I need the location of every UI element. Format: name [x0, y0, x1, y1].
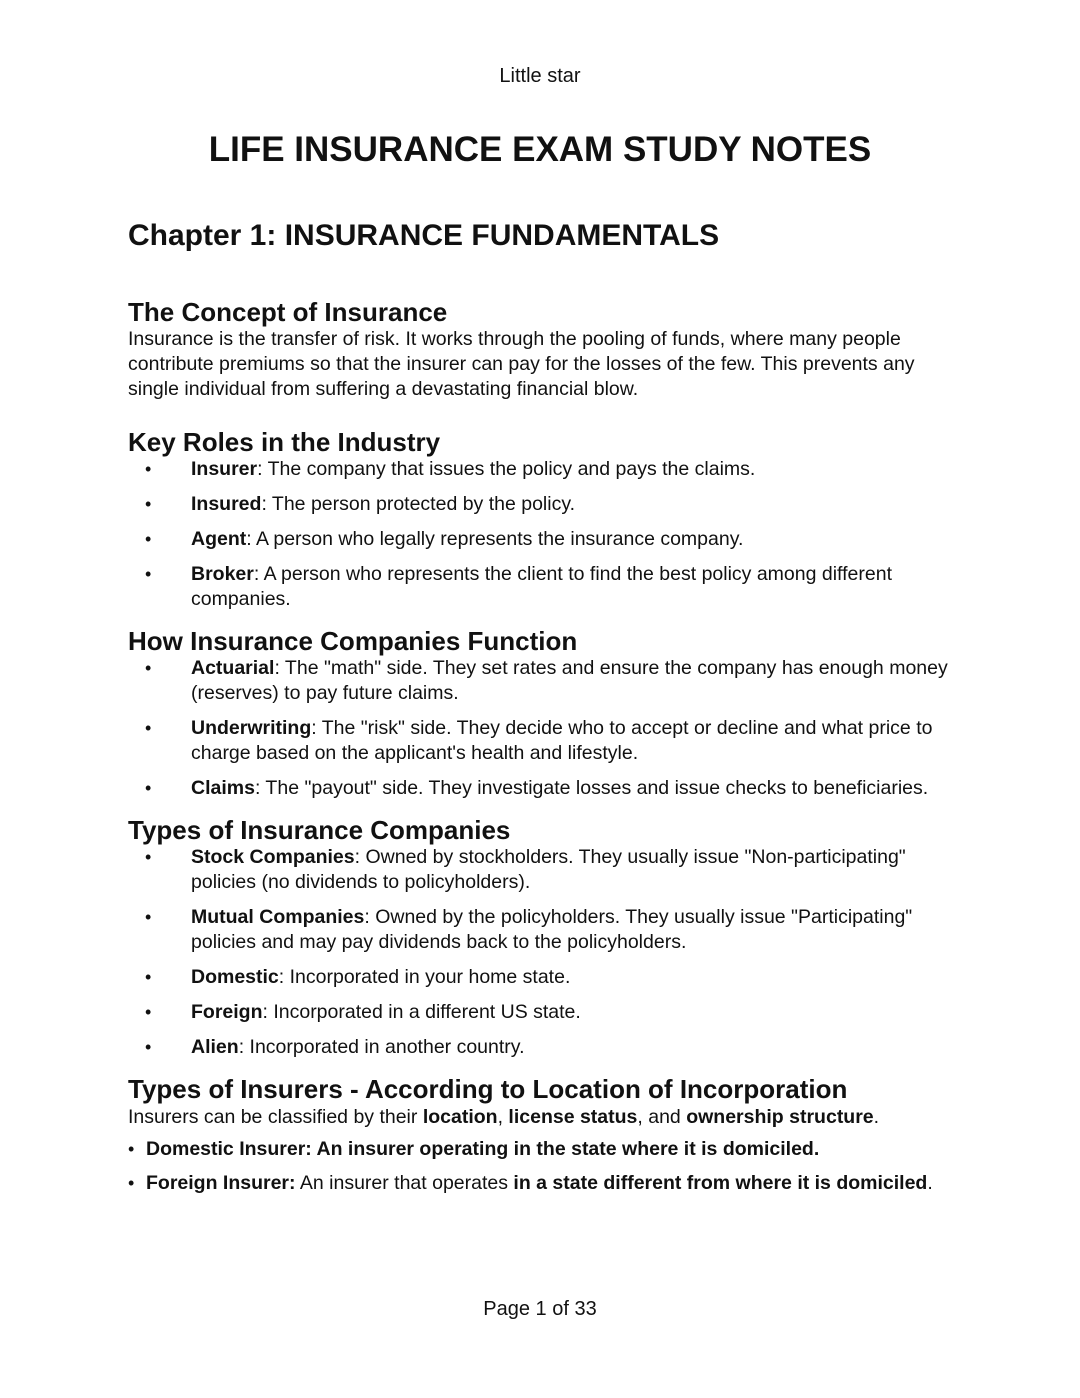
list-item — [128, 1035, 968, 1060]
bullet-icon: • — [128, 1139, 135, 1159]
chapter-heading: Chapter 1: INSURANCE FUNDAMENTALS — [128, 219, 720, 252]
list-item — [128, 905, 968, 955]
term: Domestic — [191, 966, 279, 988]
list-item — [128, 1132, 968, 1166]
document-title: LIFE INSURANCE EXAM STUDY NOTES — [208, 130, 872, 169]
definition: : Owned by the policyholders. They usually issue "Participating" policies and may pay dividends back to the policyholders. — [191, 906, 913, 953]
bullet-icon: • — [145, 494, 152, 514]
definition: : The "math" side. They set rates and ensure the company has enough money (reserves) to pay future claims. — [191, 657, 948, 704]
definition: : Incorporated in your home state. — [278, 966, 571, 988]
definition: : Incorporated in another country. — [238, 1036, 525, 1058]
text-run: Insurers can be classified by their — [128, 1106, 423, 1128]
section-location — [128, 1074, 968, 1200]
term: Alien — [191, 1036, 239, 1058]
bullet-list — [128, 845, 968, 1060]
bold-run: in a state different from where it is domiciled — [513, 1172, 928, 1194]
term: Foreign — [191, 1001, 263, 1023]
list-item — [128, 716, 968, 766]
definition: : The "risk" side. They decide who to accept or decline and what price to charge based on the applicant's health and lifestyle. — [191, 717, 933, 764]
bullet-icon: • — [128, 1173, 135, 1193]
list-item — [128, 656, 968, 706]
section-heading: Types of Insurance Companies — [128, 815, 511, 845]
bullet-list — [128, 1132, 968, 1200]
list-item — [128, 1000, 968, 1025]
section-paragraph: Insurance is the transfer of risk. It works through the pooling of funds, where many people contribute premiums so that the insurer can pay for the losses of the few. This prevents any single individual from suffering a devastating financial blow. — [128, 328, 915, 400]
section-paragraph — [128, 1104, 968, 1130]
bold-run: ownership structure — [686, 1106, 874, 1128]
text-run: , — [497, 1106, 509, 1128]
bullet-icon: • — [145, 967, 152, 987]
term: Mutual Companies — [191, 906, 365, 928]
definition: : Owned by stockholders. They usually issue "Non-participating" policies (no dividends to policyholders). — [191, 846, 906, 893]
term: Broker — [191, 563, 254, 585]
list-item — [128, 1166, 968, 1200]
page-number: Page 1 of 33 — [483, 1298, 597, 1320]
bold-run: location — [422, 1106, 498, 1128]
text-run: An insurer that operates — [295, 1172, 514, 1194]
term: Claims — [191, 777, 255, 799]
section-heading: Types of Insurers - According to Location of Incorporation — [128, 1074, 848, 1104]
text-run: . — [873, 1106, 880, 1128]
term: Agent — [191, 528, 247, 550]
section-types — [128, 815, 968, 1060]
text-run: , and — [637, 1106, 687, 1128]
bullet-icon: • — [145, 718, 152, 738]
definition: : The person protected by the policy. — [261, 493, 576, 515]
page-header: Little star — [499, 65, 581, 87]
section-heading: Key Roles in the Industry — [128, 427, 441, 457]
bullet-icon: • — [145, 907, 152, 927]
list-item — [128, 457, 968, 482]
document-body — [128, 216, 968, 1200]
definition: : A person who represents the client to find the best policy among different companies. — [191, 563, 892, 610]
definition: : Incorporated in a different US state. — [262, 1001, 581, 1023]
bullet-icon: • — [145, 658, 152, 678]
list-item — [128, 527, 968, 552]
bold-run: license status — [508, 1106, 638, 1128]
term: Actuarial — [191, 657, 275, 679]
bullet-list — [128, 656, 968, 801]
definition: : The "payout" side. They investigate losses and issue checks to beneficiaries. — [254, 777, 929, 799]
section-heading: The Concept of Insurance — [128, 297, 448, 327]
definition: : A person who legally represents the insurance company. — [246, 528, 744, 550]
list-item — [128, 492, 968, 517]
bullet-icon: • — [145, 778, 152, 798]
bullet-icon: • — [145, 529, 152, 549]
list-item — [128, 965, 968, 990]
section-heading: How Insurance Companies Function — [128, 626, 578, 656]
term: Stock Companies — [191, 846, 355, 868]
term: Insured — [191, 493, 262, 515]
section-concept — [128, 297, 968, 402]
bullet-icon: • — [145, 847, 152, 867]
bold-run: Foreign Insurer: — [146, 1172, 296, 1194]
list-item — [128, 562, 968, 612]
spacer — [128, 402, 968, 427]
bullet-list — [128, 457, 968, 612]
bullet-icon: • — [145, 459, 152, 479]
list-item — [128, 845, 968, 895]
bullet-icon: • — [145, 1037, 152, 1057]
list-item — [128, 776, 968, 801]
bullet-icon: • — [145, 564, 152, 584]
definition: : The company that issues the policy and pays the claims. — [257, 458, 756, 480]
section-roles — [128, 427, 968, 612]
bold-run: Domestic Insurer: An insurer operating in the state where it is domiciled. — [146, 1138, 820, 1160]
term: Underwriting — [191, 717, 312, 739]
section-functions — [128, 626, 968, 801]
bullet-icon: • — [145, 1002, 152, 1022]
text-run: . — [927, 1172, 933, 1194]
term: Insurer — [191, 458, 258, 480]
